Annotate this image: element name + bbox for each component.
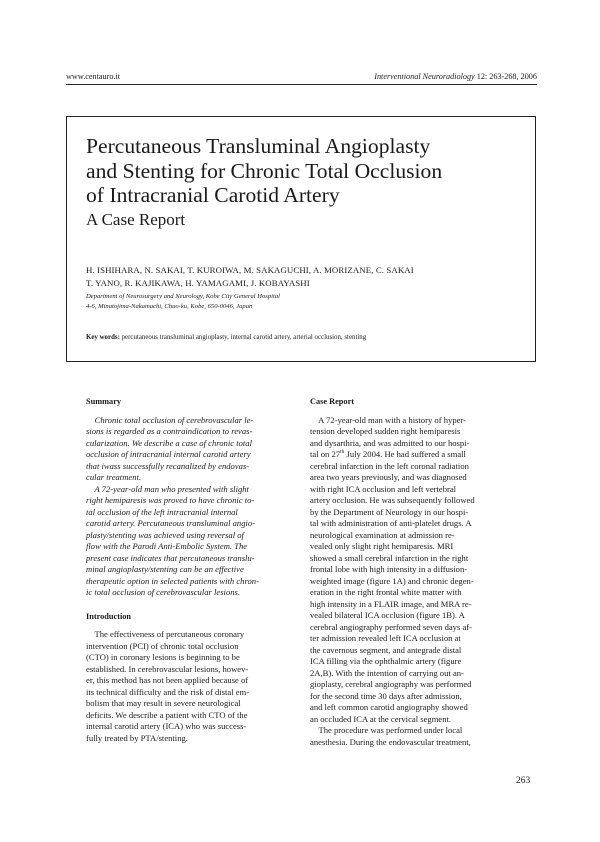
text-line: ter admission revealed left ICA occlusion at — [310, 633, 461, 643]
text-line: A 72-year-old man who presented with slight — [86, 483, 249, 494]
text-line: tal occlusion of the left intracranial internal — [86, 506, 238, 517]
text-line: cular treatment. — [86, 472, 142, 482]
text-line: eration in the right frontal white matter with — [310, 587, 462, 597]
header-rule — [66, 84, 537, 85]
text-line: plasty/stenting was achieved using reversal of — [86, 529, 244, 540]
text-line: and dysarthria, and was admitted to our hospi- — [310, 437, 470, 448]
case-report-body — [310, 415, 510, 749]
author-line: T. YANO, R. KAJIKAWA, H. YAMAGAMI, J. KOBAYASHI — [86, 278, 310, 288]
text-line: ICA filling via the ophthalmic artery (figure — [310, 656, 462, 666]
text-line: weighted image (figure 1A) and chronic degen- — [310, 575, 474, 586]
text-line: the cavernous segment, and antegrade distal — [310, 644, 462, 655]
text-line: A 72-year-old man with a history of hyper- — [310, 414, 466, 425]
text-line: sions is regarded as a contraindication to revas- — [86, 426, 253, 436]
text-line: an occluded ICA at the cervical segment. — [310, 713, 452, 724]
text-line: gioplasty, cerebral angiography was performed — [310, 679, 472, 689]
author-list — [86, 264, 526, 290]
journal-volume-pages: 12: 263-268, 2006 — [474, 72, 537, 81]
text-line: therapeutic option in selected patients with chron- — [86, 575, 259, 586]
text-line: internal carotid artery (ICA) who was success- — [86, 721, 247, 731]
title-line: and Stenting for Chronic Total Occlusion — [86, 158, 443, 183]
text-line: fully treated by PTA/stenting. — [86, 732, 188, 743]
text-line: by the Department of Neurology in our hospi- — [310, 506, 469, 517]
introduction-heading: Introduction — [86, 611, 132, 621]
text-line: area two years previously, and was diagnosed — [310, 472, 467, 482]
text-line: The procedure was performed under local — [310, 725, 463, 735]
date-prefix: tal on 27 — [310, 449, 341, 459]
text-line: its technical difficulty and the risk of distal em- — [86, 686, 250, 697]
title-line: of Intracranial Carotid Artery — [86, 183, 340, 207]
running-head — [66, 71, 537, 83]
text-line: and left common carotid angiography showed — [310, 702, 468, 712]
text-line: for the second time 30 days after admission, — [310, 690, 462, 701]
article-subtitle: A Case Report — [86, 210, 186, 229]
journal-url[interactable]: www.centauro.it — [66, 72, 121, 81]
author-line: H. ISHIHARA, N. SAKAI, T. KUROIWA, M. SAKAGUCHI, A. MORIZANE, C. SAKAI — [86, 265, 414, 275]
text-line: cularization. We describe a case of chronic total — [86, 437, 252, 448]
text-line: (CTO) in coronary lesions is beginning to be — [86, 652, 240, 662]
text-line: intervention (PCI) of chronic total occlusion — [86, 640, 239, 651]
introduction-body — [86, 629, 286, 744]
left-column — [86, 396, 286, 744]
text-line: vealed bilateral ICA occlusion (figure 1B). A — [310, 610, 465, 620]
date-superscript: th — [340, 449, 345, 456]
text-line: deficits. We describe a patient with CTO of the — [86, 709, 248, 720]
text-line: anesthesia. During the endovascular treatment, — [310, 736, 471, 747]
text-line: 2A,B). With the intention of carrying out an- — [310, 667, 464, 678]
text-line: minal angioplasty/stenting can be an effective — [86, 564, 244, 574]
text-line: frontal lobe with high intensity in a diffusion- — [310, 564, 468, 574]
text-line: tension developed sudden right hemiparesis — [310, 426, 461, 436]
text-line: that iwass successfully recanalized by endovas- — [86, 460, 250, 471]
text-line: with right ICA occlusion and left vertebral — [310, 483, 457, 494]
title-line: Percutaneous Transluminal Angioplasty — [86, 134, 431, 158]
text-line: Chronic total occlusion of cerebrovascular le- — [86, 414, 254, 425]
text-line: cerebral infarction in the left coronal radiation — [310, 460, 469, 471]
affiliation — [86, 292, 526, 312]
summary-heading: Summary — [86, 397, 122, 406]
article-title — [86, 134, 526, 208]
keywords-label: Key words: — [86, 334, 120, 341]
keywords-text: percutaneous transluminal angioplasty, internal carotid artery, arterial occlusion, stenting — [119, 334, 367, 341]
text-line: The effectiveness of percutaneous coronary — [86, 629, 245, 639]
date-suffix: July 2004. He had suffered a small — [344, 449, 466, 459]
text-line: present case indicates that percutaneous translu- — [86, 552, 255, 563]
text-line: er, this method has not been applied because of — [86, 675, 249, 685]
text-line: artery occlusion. He was subsequently followed — [310, 495, 475, 505]
text-line: flow with the Parodi Anti-Embolic System. The — [86, 541, 248, 551]
text-line: vealed only slight right hemiparesis. MRI — [310, 541, 454, 551]
text-line — [310, 449, 510, 461]
summary-body — [86, 415, 286, 599]
affiliation-line: 4-6, Minatojima-Nakamachi, Chuo-ku, Kobe, 650-0046, Japan — [86, 303, 253, 310]
text-line: showed a small cerebral infarction in the right — [310, 552, 469, 563]
keywords — [86, 333, 526, 343]
text-line: right hemiparesis was proved to have chronic to- — [86, 495, 255, 505]
affiliation-line: Department of Neurosurgery and Neurology, Kobe City General Hospital — [86, 293, 280, 300]
right-column — [310, 396, 510, 748]
text-line: tal with administration of anti-platelet drugs. A — [310, 518, 472, 528]
text-line: high intensity in a FLAIR image, and MRA re- — [310, 598, 472, 609]
text-line: neurological examination at admission re- — [310, 529, 455, 540]
case-report-heading: Case Report — [310, 397, 355, 406]
text-line: ic total occlusion of cerebrovascular lesions. — [86, 587, 241, 597]
journal-citation — [374, 71, 537, 83]
text-line: established. In cerebrovascular lesions, howev- — [86, 663, 249, 674]
text-line: occlusion of intracranial internal carotid artery — [86, 449, 251, 459]
page-number: 263 — [516, 776, 531, 786]
journal-name: Interventional Neuroradiology — [374, 72, 475, 81]
text-line: carotid artery. Percutaneous transluminal angio- — [86, 518, 256, 528]
text-line: bolism that may result in severe neurological — [86, 698, 241, 708]
text-line: cerebral angiography performed seven days af- — [310, 621, 473, 632]
